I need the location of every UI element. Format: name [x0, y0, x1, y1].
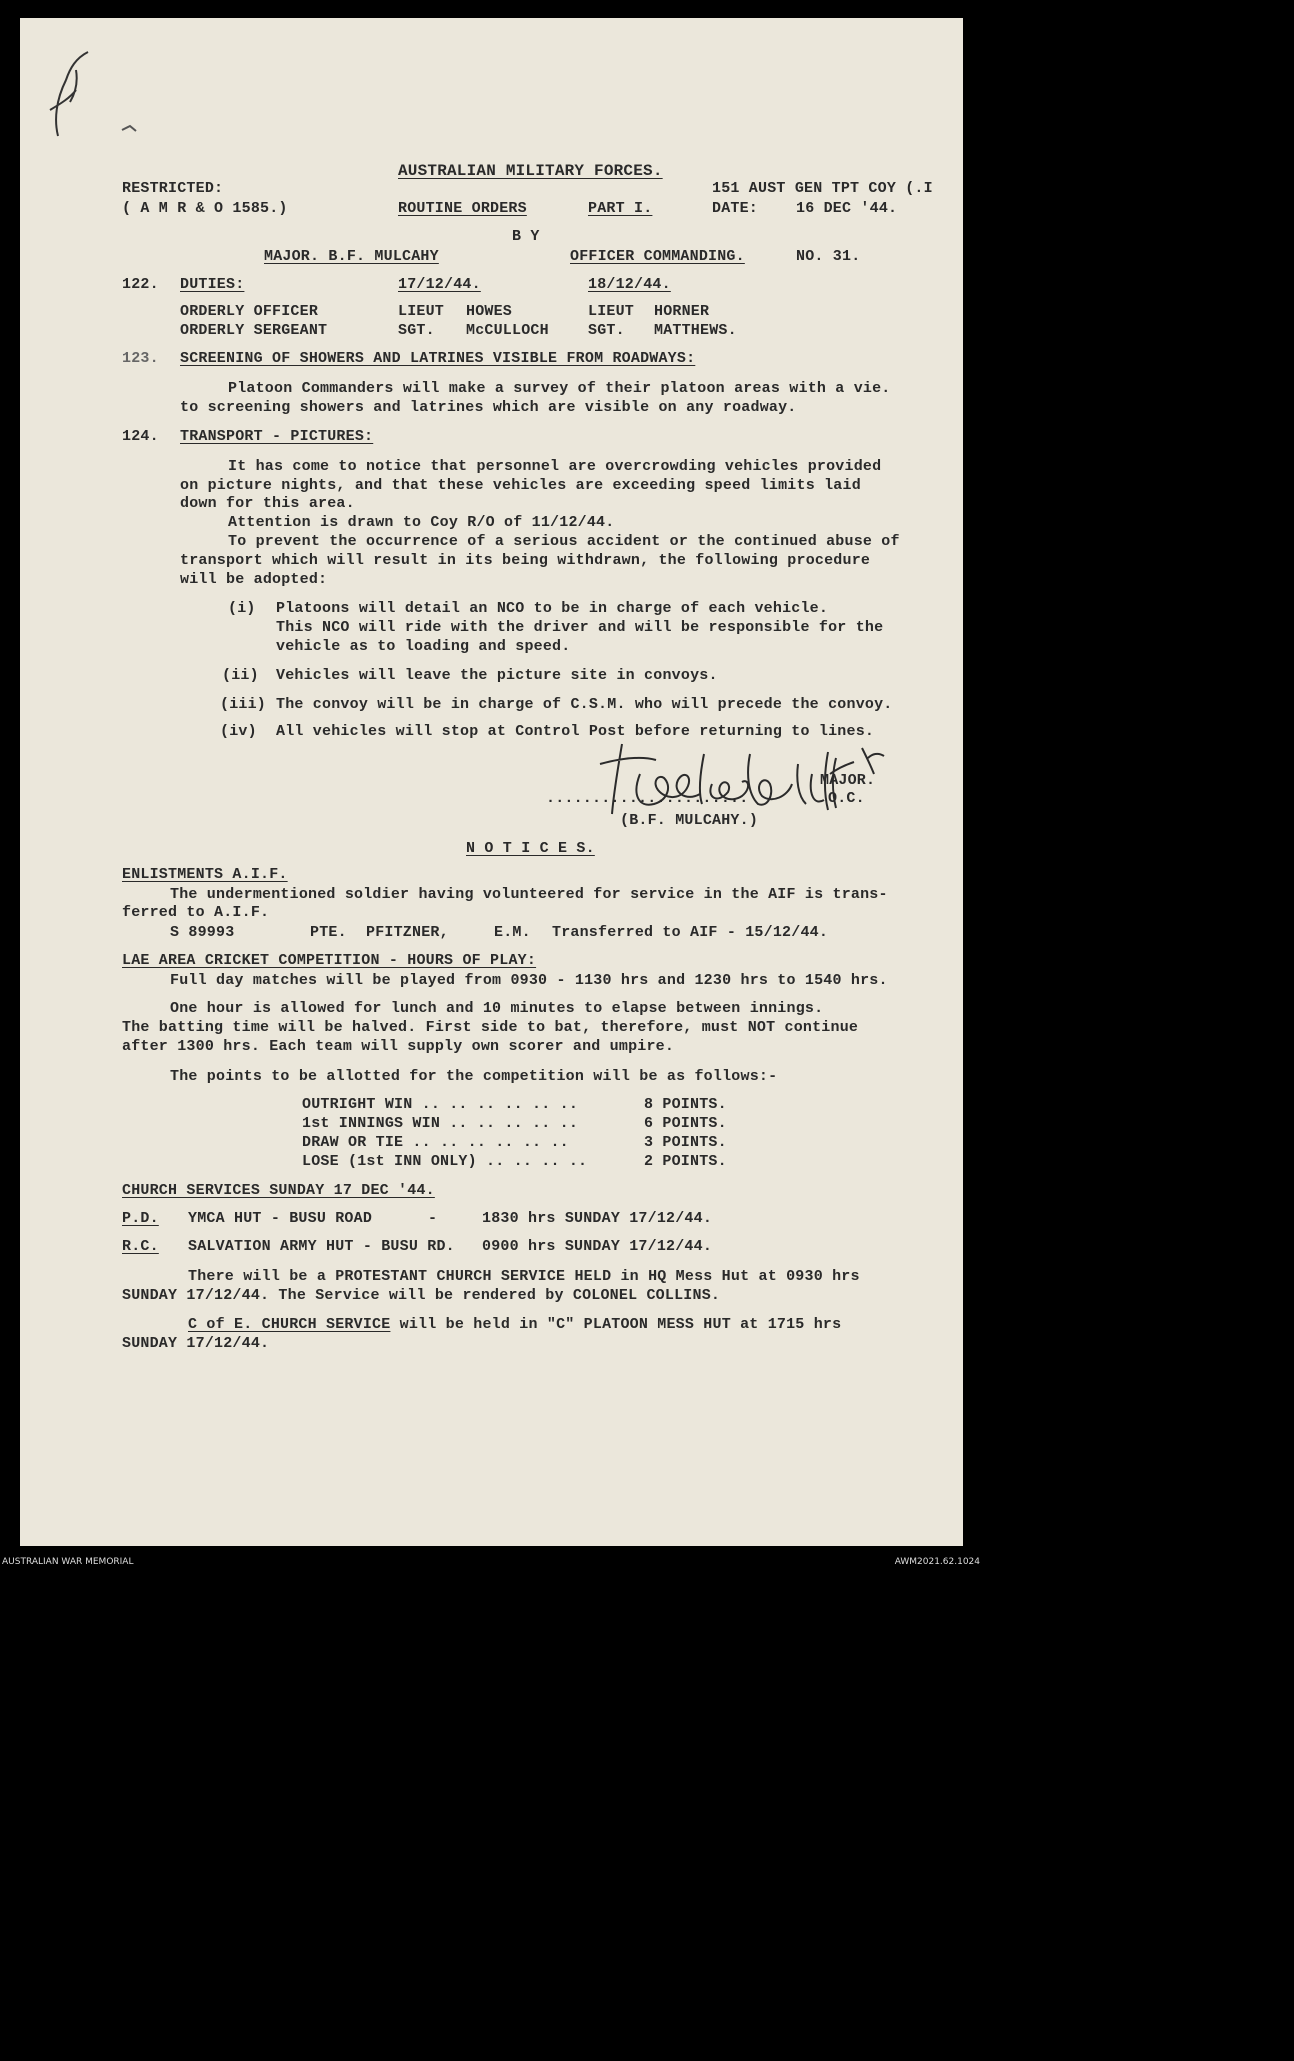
item-line: Vehicles will leave the picture site in convoys.	[276, 667, 718, 684]
body-line: after 1300 hrs. Each team will supply own scorer and umpire.	[122, 1038, 675, 1055]
screening-title: SCREENING OF SHOWERS AND LATRINES VISIBLE FROM ROADWAYS:	[180, 350, 696, 367]
points-label: 1st INNINGS WIN .. .. .. .. ..	[302, 1115, 579, 1132]
soldier-note: Transferred to AIF - 15/12/44.	[552, 924, 829, 941]
body-line: SUNDAY 17/12/44.	[122, 1335, 270, 1352]
item-line: vehicle as to loading and speed.	[276, 638, 571, 655]
item-number: (ii)	[222, 667, 259, 684]
document-title: AUSTRALIAN MILITARY FORCES.	[398, 162, 663, 180]
duty-name: HORNER	[654, 303, 710, 320]
signature-name: (B.F. MULCAHY.)	[620, 812, 759, 829]
duty-rank: SGT.	[588, 322, 625, 339]
body-line: The points to be allotted for the competition will be as follows:-	[170, 1068, 778, 1085]
soldier-rank: PTE.	[310, 924, 347, 941]
cofe-rest: will be held in "C" PLATOON MESS HUT at 1715 hrs	[390, 1316, 842, 1333]
signature-rank: MAJOR.	[820, 772, 876, 789]
cricket-title: LAE AREA CRICKET COMPETITION - HOURS OF PLAY:	[122, 952, 537, 969]
duty-rank: LIEUT	[398, 303, 445, 320]
body-line: Full day matches will be played from 0930 - 1130 hrs and 1230 hrs to 1540 hrs.	[170, 972, 888, 989]
body-line: To prevent the occurrence of a serious accident or the continued abuse of	[228, 533, 900, 550]
duty-rank: SGT.	[398, 322, 435, 339]
body-line: on picture nights, and that these vehicles are exceeding speed limits laid	[180, 477, 861, 494]
service-place: SALVATION ARMY HUT - BUSU RD.	[188, 1238, 455, 1255]
church-title: CHURCH SERVICES SUNDAY 17 DEC '44.	[122, 1182, 435, 1199]
body-line: Platoon Commanders will make a survey of their platoon areas with a vie.	[228, 380, 891, 397]
transport-title: TRANSPORT - PICTURES:	[180, 428, 374, 445]
duty-date-2: 18/12/44.	[588, 276, 671, 293]
points-value: 2 POINTS.	[644, 1153, 727, 1170]
points-value: 8 POINTS.	[644, 1096, 727, 1113]
points-label: LOSE (1st INN ONLY) .. .. .. ..	[302, 1153, 588, 1170]
footer-right: AWM2021.62.1024	[894, 1557, 980, 1567]
section-number: 123.	[122, 350, 159, 367]
soldier-number: S 89993	[170, 924, 235, 941]
service-place: YMCA HUT - BUSU ROAD	[188, 1210, 373, 1227]
duty-role: ORDERLY SERGEANT	[180, 322, 328, 339]
cofe-line	[188, 1316, 841, 1333]
commander-title: OFFICER COMMANDING.	[570, 248, 745, 265]
signature-dots: ......................	[546, 790, 749, 807]
footer-left: AUSTRALIAN WAR MEMORIAL	[2, 1557, 134, 1567]
body-line: to screening showers and latrines which are visible on any roadway.	[180, 399, 797, 416]
restricted-label: RESTRICTED:	[122, 180, 224, 197]
body-line: SUNDAY 17/12/44. The Service will be rendered by COLONEL COLLINS.	[122, 1287, 721, 1304]
points-label: OUTRIGHT WIN .. .. .. .. .. ..	[302, 1096, 579, 1113]
body-line: Attention is drawn to Coy R/O of 11/12/44.	[228, 514, 615, 531]
soldier-name: PFITZNER,	[366, 924, 449, 941]
enlistments-title: ENLISTMENTS A.I.F.	[122, 866, 288, 883]
paper-mark	[120, 122, 140, 136]
duty-name: McCULLOCH	[466, 322, 549, 339]
points-label: DRAW OR TIE .. .. .. .. .. ..	[302, 1134, 569, 1151]
duty-rank: LIEUT	[588, 303, 635, 320]
notices-title: N O T I C E S.	[466, 840, 595, 857]
item-number: (iii)	[220, 696, 267, 713]
document-page	[20, 18, 963, 1546]
service-denomination: P.D.	[122, 1210, 159, 1227]
body-line: will be adopted:	[180, 571, 328, 588]
by-label: B Y	[512, 228, 540, 245]
date-label: DATE:	[712, 200, 759, 217]
points-value: 3 POINTS.	[644, 1134, 727, 1151]
service-denomination: R.C.	[122, 1238, 159, 1255]
body-line: down for this area.	[180, 495, 355, 512]
order-number: NO. 31.	[796, 248, 861, 265]
service-time: 1830 hrs SUNDAY 17/12/44.	[482, 1210, 713, 1227]
item-line: This NCO will ride with the driver and will be responsible for the	[276, 619, 884, 636]
body-line: ferred to A.I.F.	[122, 904, 270, 921]
body-line: One hour is allowed for lunch and 10 minutes to elapse between innings.	[170, 1000, 824, 1017]
duty-date-1: 17/12/44.	[398, 276, 481, 293]
body-line: The undermentioned soldier having volunteered for service in the AIF is trans-	[170, 886, 888, 903]
item-number: (i)	[228, 600, 256, 617]
duty-role: ORDERLY OFFICER	[180, 303, 319, 320]
item-line: Platoons will detail an NCO to be in charge of each vehicle.	[276, 600, 829, 617]
reference-number: ( A M R & O 1585.)	[122, 200, 288, 217]
item-line: All vehicles will stop at Control Post before returning to lines.	[276, 723, 875, 740]
body-line: The batting time will be halved. First side to bat, therefore, must NOT continue	[122, 1019, 859, 1036]
duty-name: HOWES	[466, 303, 513, 320]
service-dash: -	[428, 1210, 438, 1227]
soldier-initials: E.M.	[494, 924, 531, 941]
margin-handwriting	[36, 40, 96, 140]
duties-title: DUTIES:	[180, 276, 245, 293]
item-number: (iv)	[220, 723, 257, 740]
part-label: PART I.	[588, 200, 653, 217]
points-value: 6 POINTS.	[644, 1115, 727, 1132]
section-number: 124.	[122, 428, 159, 445]
date-value: 16 DEC '44.	[796, 200, 898, 217]
unit-name: 151 AUST GEN TPT COY (.I	[712, 180, 933, 197]
cofe-title: C of E. CHURCH SERVICE	[188, 1316, 391, 1333]
commander-name: MAJOR. B.F. MULCAHY	[264, 248, 439, 265]
signature-role: O.C.	[828, 790, 865, 807]
section-number: 122.	[122, 276, 159, 293]
body-line: There will be a PROTESTANT CHURCH SERVICE HELD in HQ Mess Hut at 0930 hrs	[188, 1268, 860, 1285]
body-line: It has come to notice that personnel are overcrowding vehicles provided	[228, 458, 882, 475]
duty-name: MATTHEWS.	[654, 322, 737, 339]
routine-orders-label: ROUTINE ORDERS	[398, 200, 527, 217]
service-time: 0900 hrs SUNDAY 17/12/44.	[482, 1238, 713, 1255]
body-line: transport which will result in its being withdrawn, the following procedure	[180, 552, 871, 569]
item-line: The convoy will be in charge of C.S.M. who will precede the convoy.	[276, 696, 893, 713]
